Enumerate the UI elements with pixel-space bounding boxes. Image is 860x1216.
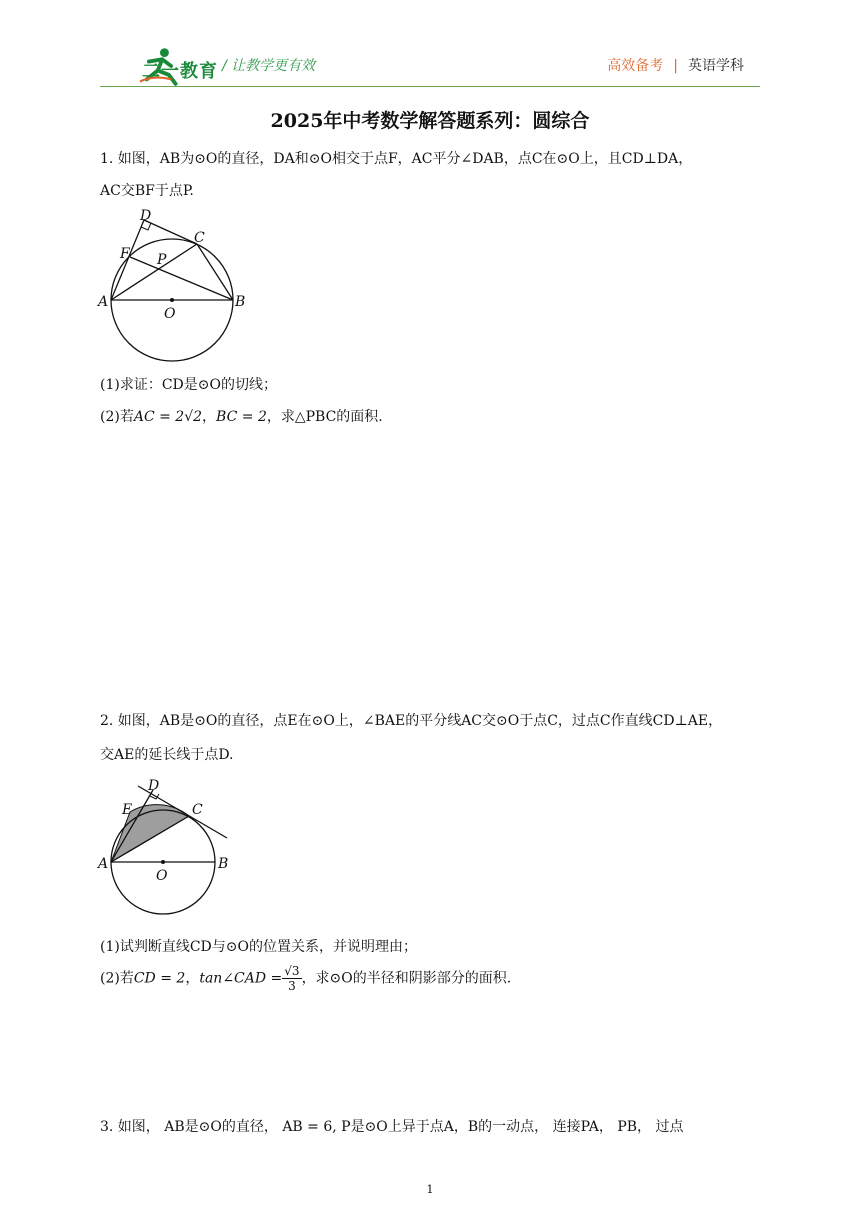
q1-stem-line1: 1. 如图，AB为⊙O的直径，DA和⊙O相交于点F，AC平分∠DAB，点C在⊙O上，且CD⊥DA， (100, 151, 693, 167)
tag-exam-prep: 高效备考 (607, 58, 664, 74)
q1-figure (96, 208, 256, 338)
q1-label-o: O (164, 306, 176, 322)
q1-part2-prefix: (2)若 (100, 409, 134, 425)
q2-stem-line1: 2. 如图，AB是⊙O的直径，点E在⊙O上，∠BAE的平分线AC交⊙O于点C，过点C作直线CD⊥AE， (100, 713, 723, 729)
q1-label-a: A (98, 294, 109, 310)
q2-label-c: C (192, 802, 203, 818)
q2-part2 (100, 964, 511, 993)
q1-line-bf (130, 257, 233, 300)
q2-fraction (282, 964, 301, 993)
q1-label-f: F (120, 246, 130, 262)
q1-line-dc (144, 220, 197, 244)
q1-part2-bc: BC = 2 (216, 409, 267, 425)
q2-part2-prefix: (2)若 (100, 970, 134, 987)
q2-label-o: O (156, 868, 168, 884)
q1-part1: (1)求证：CD是⊙O的切线； (100, 377, 277, 393)
q2-part1: (1)试判断直线CD与⊙O的位置关系，并说明理由； (100, 939, 417, 955)
q1-label-b: B (235, 294, 246, 310)
q1-label-d: D (140, 208, 152, 224)
q1-part2 (100, 406, 383, 426)
q2-right-angle-mark (150, 794, 159, 799)
tag-subject: 英语学科 (688, 58, 744, 74)
q2-label-b: B (218, 856, 229, 872)
q2-label-e: E (122, 802, 133, 818)
q1-part2-ac: AC = 2√2 (133, 409, 203, 425)
q2-part2-sep: ， (185, 970, 200, 987)
q2-label-a: A (98, 856, 109, 872)
q2-part2-cd: CD = 2 (133, 970, 186, 987)
q1-label-p: P (157, 252, 167, 268)
q1-part2-sep: ， (202, 409, 217, 425)
header-rule (100, 86, 760, 87)
q1-part2-ask: ，求△PBC的面积. (266, 409, 383, 425)
q1-center-point (170, 298, 174, 302)
q1-label-c: C (194, 230, 205, 246)
tag-divider: | (673, 58, 678, 74)
page-title: 2025年中考数学解答题系列：圆综合 (270, 110, 590, 132)
page-header (0, 0, 860, 92)
q2-part2-tan: tan∠CAD = (199, 970, 283, 987)
q1-stem-line2: AC交BF于点P. (100, 183, 194, 199)
q2-stem-line2: 交AE的延长线于点D. (100, 747, 234, 763)
q2-fraction-denominator: 3 (288, 979, 296, 993)
q2-fraction-numerator: √3 (284, 964, 300, 978)
q2-figure (96, 778, 246, 928)
q2-label-d: D (148, 778, 160, 794)
header-tags (607, 55, 744, 75)
q1-line-bc (197, 244, 233, 300)
brand-name: 二一教育 (142, 61, 218, 82)
brand-slogan: / 让教学更有效 (222, 58, 316, 74)
q3-stem-line1: 3. 如图， AB是⊙O的直径， AB = 6, P是⊙O上异于点A，B的一动点， 连接PA， PB， 过点 (100, 1119, 684, 1135)
q2-part2-ask: ，求⊙O的半径和阴影部分的面积. (301, 970, 512, 987)
page-number: 1 (426, 1183, 434, 1196)
q2-center-point (161, 860, 165, 864)
